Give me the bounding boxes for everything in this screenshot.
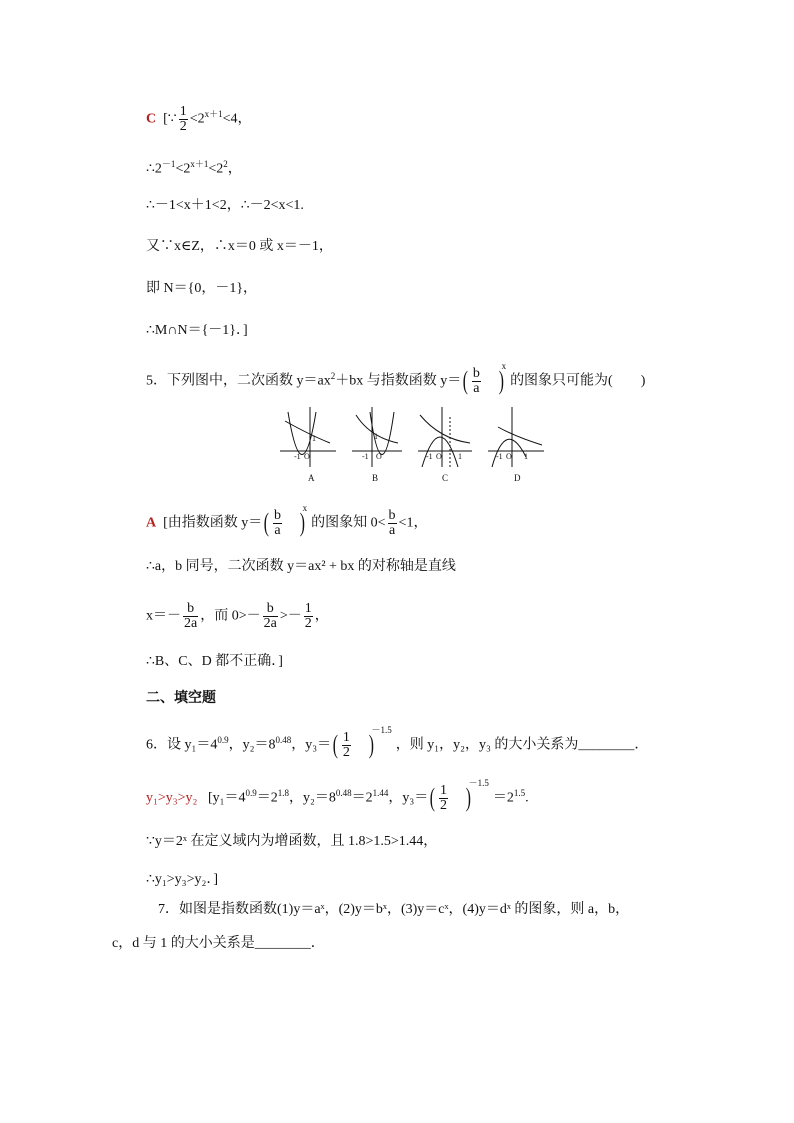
q4-line3: ∴－1<x＋1<2，∴－2<x<1. — [146, 198, 304, 213]
graph-label-d: D — [514, 473, 521, 483]
q7-line1: 7．如图是指数函数(1)y＝aˣ，(2)y＝bˣ，(3)y＝cˣ，(4)y＝dˣ 的图象，则 a，b， — [158, 902, 630, 917]
svg-text:1: 1 — [374, 432, 378, 441]
q7-line2: c，d 与 1 的大小关系是________． — [112, 936, 325, 951]
fraction: $\frac{b}{2a}$ — [263, 601, 277, 631]
q4-line2: $\therefore 2^{-1}<2^{x+1}<2^2$， — [146, 159, 242, 177]
fraction: $\frac{1}{2}$ — [304, 601, 312, 631]
svg-text:1: 1 — [312, 434, 316, 443]
q5-stem: 5．下列图中，二次函数 $y=ax^2+bx$ 与指数函数 y＝( $\frac{b}{a}$ )$^x$的图象只可能为( ) — [146, 361, 646, 396]
q4-answer-letter: C — [146, 111, 157, 127]
svg-text:O: O — [304, 452, 310, 461]
q6-answer-line1: y₁>y₃>y₂ [$y_1=4^{0.9}=2^{1.8}$，$y_2=8^{0.48}=2^{1.44}$，y₃＝( $\frac{1}{2}$ )$^{-1.5}=2^{1.5}$. — [146, 778, 529, 813]
svg-text:1: 1 — [524, 452, 528, 461]
fraction: $\frac{b}{2a}$ — [184, 601, 198, 631]
fraction: $\frac{1}{2}$ — [439, 782, 447, 813]
graph-label-b: B — [372, 473, 379, 483]
q4-line1: C [∵ $\frac{1}{2}$ $<2^{x+1}<4$， — [146, 103, 252, 134]
section-title: 二、填空题 — [146, 691, 216, 706]
svg-text:O: O — [436, 452, 442, 461]
svg-text:-1: -1 — [362, 452, 369, 461]
svg-text:1: 1 — [458, 452, 462, 461]
svg-text:-1: -1 — [496, 452, 503, 461]
q5-answer-line2: ∴a，b 同号，二次函数 y＝ax² + bx 的对称轴是直线 — [146, 559, 456, 574]
fraction: $\frac{1}{2}$ — [179, 103, 187, 134]
fraction: $\frac{b}{a}$ — [388, 507, 396, 538]
fraction: $\frac{b}{a}$ — [273, 507, 281, 538]
q6-stem: 6．设 $y_1=4^{0.9}$，$y_2=8^{0.48}$，y₃＝( $\frac{1}{2}$ )$^{-1.5}$，则 y₁，y₂，y₃ 的大小关系为________． — [146, 725, 649, 760]
q6-answer-line2: ∵y＝2ˣ 在定义域内为增函数，且 1.8>1.5>1.44， — [146, 834, 438, 849]
svg-text:O: O — [376, 452, 382, 461]
q6-answer: y₁>y₃>y₂ — [146, 790, 198, 806]
svg-text:-1: -1 — [426, 452, 433, 461]
q5-answer-line4: ∴B、C、D 都不正确．] — [146, 654, 283, 669]
option-graphs-svg — [280, 407, 550, 487]
fraction: $\frac{1}{2}$ — [342, 729, 350, 760]
q5-answer-letter: A — [146, 515, 157, 531]
graph-d-exp-curve — [498, 427, 542, 445]
q6-answer-line3: ∴y₁>y₃>y₂．] — [146, 872, 219, 887]
fraction: $\frac{b}{a}$ — [472, 365, 480, 396]
q5-answer-line1: A [由指数函数 y＝( $\frac{b}{a}$ )$^x$的图象知 0< $\frac{b}{a}$ <1， — [146, 503, 428, 538]
q4-line5: 即 N＝{0，－1}， — [146, 281, 258, 296]
option-graphs — [280, 407, 550, 487]
svg-text:O: O — [506, 452, 512, 461]
graph-label-c: C — [442, 473, 449, 483]
q4-line4: 又∵x∈Z，∴x＝0 或 x＝－1， — [146, 239, 333, 254]
graph-label-a: A — [308, 473, 315, 483]
q4-line6: ∴M∩N＝{－1}．] — [146, 323, 248, 338]
svg-text:-1: -1 — [294, 452, 301, 461]
q5-answer-line3: x＝－ $\frac{b}{2a}$ ，而 0>－ $\frac{b}{2a}$ >－ $\frac{1}{2}$ ， — [146, 601, 329, 631]
